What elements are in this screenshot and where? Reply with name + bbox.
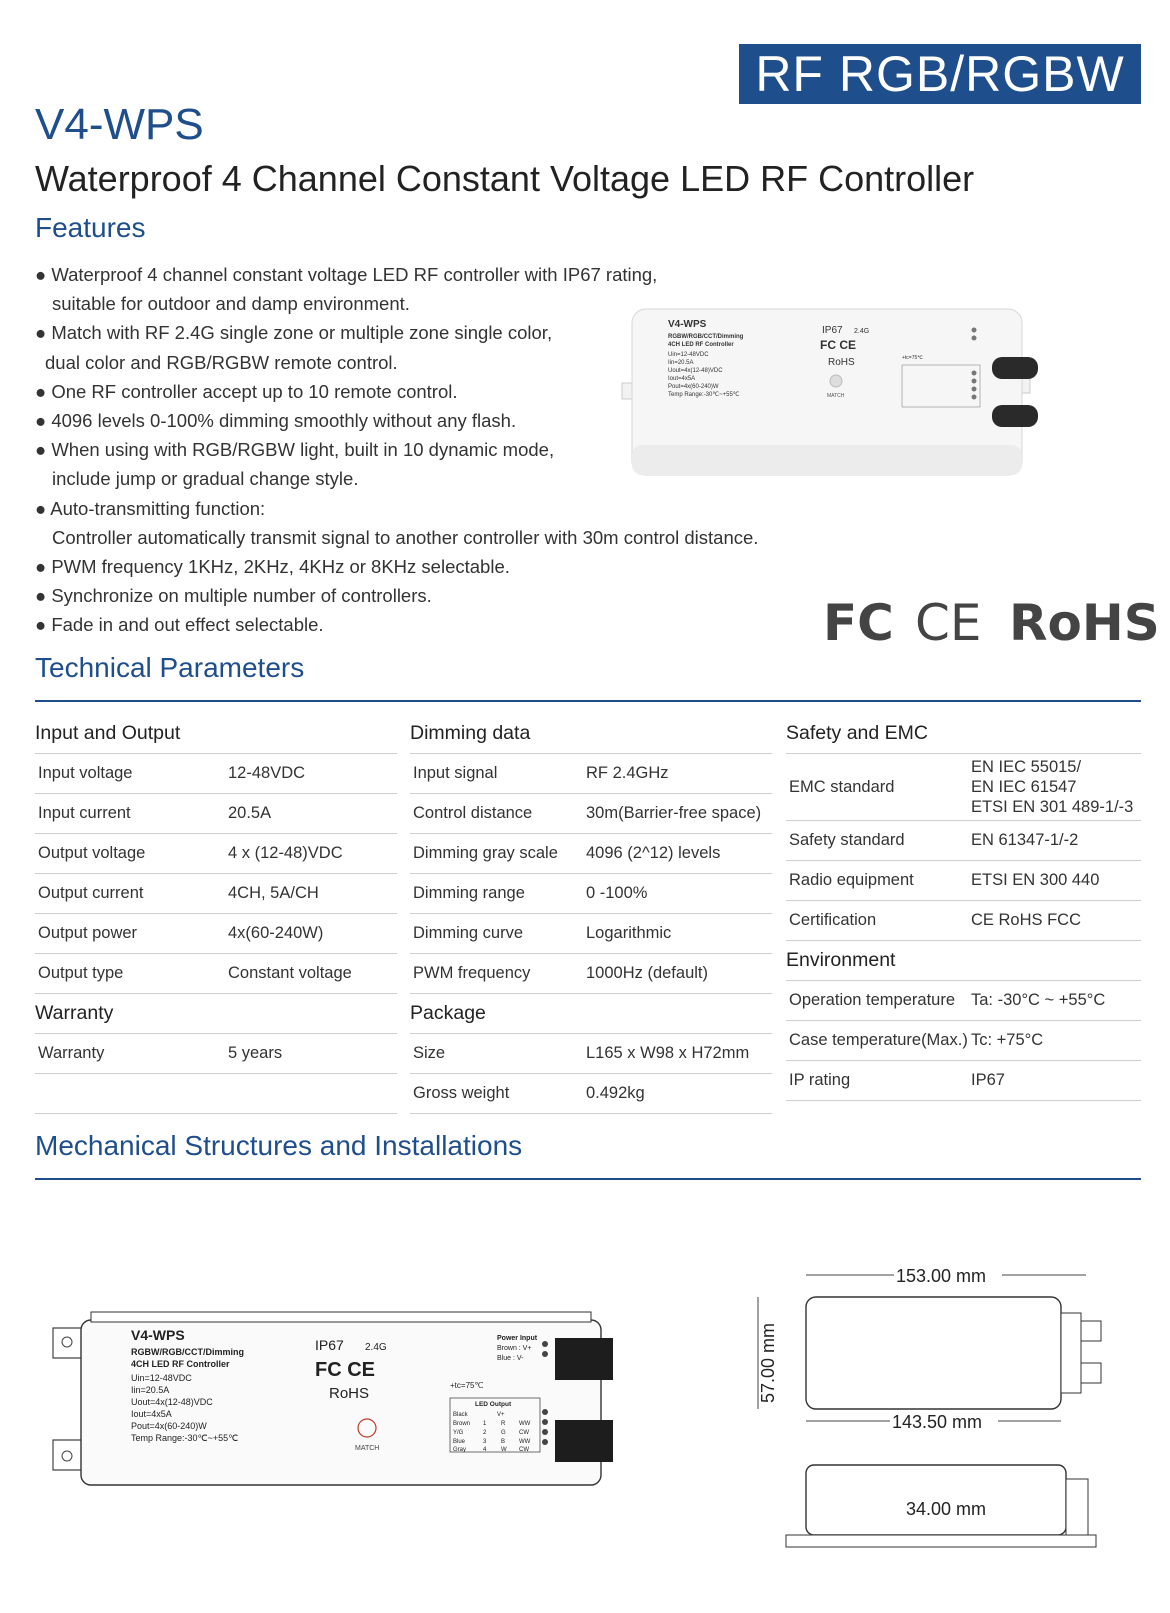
svg-text:Pout=4x(60-240)W: Pout=4x(60-240)W: [668, 384, 719, 390]
svg-text:4: 4: [483, 1447, 487, 1453]
svg-text:Uin=12-48VDC: Uin=12-48VDC: [668, 352, 709, 358]
svg-text:CW: CW: [519, 1430, 529, 1436]
svg-text:Iin=20.5A: Iin=20.5A: [131, 1385, 170, 1395]
svg-text:IP67: IP67: [822, 325, 843, 336]
svg-text:Pout=4x(60-240)W: Pout=4x(60-240)W: [131, 1421, 207, 1431]
table-row: Radio equipment ETSI EN 300 440: [786, 861, 1141, 901]
safety-title: Safety and EMC: [786, 714, 1141, 754]
svg-text:Blue : V-: Blue : V-: [497, 1355, 524, 1362]
svg-text:MATCH: MATCH: [827, 393, 845, 399]
feature-item: ● Waterproof 4 channel constant voltage LED RF controller with IP67 rating,: [35, 264, 658, 285]
svg-text:Y/G: Y/G: [453, 1430, 464, 1436]
table-row: Dimming curve Logarithmic: [410, 914, 772, 954]
svg-text:FC CE: FC CE: [820, 338, 856, 352]
table-row-empty: [35, 1074, 397, 1114]
feature-item: ● One RF controller accept up to 10 remote control.: [35, 380, 458, 402]
svg-text:Uin=12-48VDC: Uin=12-48VDC: [131, 1373, 192, 1383]
feature-item: ● PWM frequency 1KHz, 2KHz, 4KHz or 8KHz selectable.: [35, 556, 510, 578]
svg-text:2: 2: [483, 1430, 487, 1436]
svg-text:+tc=75℃: +tc=75℃: [902, 355, 923, 361]
svg-text:Temp Range:-30℃~+55℃: Temp Range:-30℃~+55℃: [131, 1433, 239, 1443]
table-row: Safety standard EN 61347-1/-2: [786, 821, 1141, 861]
table-row: Input signal RF 2.4GHz: [410, 754, 772, 794]
feature-item-cont: dual color and RGB/RGBW remote control.: [45, 351, 398, 373]
package-title: Package: [410, 994, 772, 1034]
mech-heading: Mechanical Structures and Installations: [35, 1130, 523, 1161]
svg-text:G: G: [501, 1430, 506, 1436]
ce-logo: CE: [915, 594, 982, 652]
features-heading: Features: [35, 212, 146, 243]
svg-text:Black: Black: [453, 1412, 468, 1418]
category-banner: RF RGB/RGBW: [739, 44, 1141, 104]
svg-text:3: 3: [483, 1439, 487, 1445]
front-drawing: [45, 1300, 615, 1500]
table-row: Output voltage 4 x (12-48)VDC: [35, 834, 397, 874]
table-row: Input voltage 12-48VDC: [35, 754, 397, 794]
svg-text:Temp Range:-30℃~+55℃: Temp Range:-30℃~+55℃: [668, 392, 740, 398]
table-row: Output current 4CH, 5A/CH: [35, 874, 397, 914]
table-row: Output power 4x(60-240W): [35, 914, 397, 954]
table-row: Control distance 30m(Barrier-free space): [410, 794, 772, 834]
table-row: Dimming range 0 -100%: [410, 874, 772, 914]
model-title: V4-WPS: [35, 100, 204, 149]
dimension-drawings: [746, 1255, 1146, 1585]
svg-text:2.4G: 2.4G: [854, 328, 870, 335]
feature-item: ● Auto-transmitting function:: [35, 497, 266, 519]
svg-text:IP67: IP67: [315, 1337, 344, 1353]
svg-text:MATCH: MATCH: [355, 1445, 380, 1452]
svg-text:+tc=75℃: +tc=75℃: [450, 1381, 484, 1390]
feature-item-cont: include jump or gradual change style.: [52, 468, 359, 490]
svg-text:Gray: Gray: [453, 1447, 467, 1453]
svg-text:V+: V+: [497, 1412, 505, 1418]
dim-length: 153.00 mm: [896, 1266, 987, 1286]
environment-title: Environment: [786, 941, 1141, 981]
svg-text:Uout=4x(12-48)VDC: Uout=4x(12-48)VDC: [131, 1397, 213, 1407]
svg-text:V4-WPS: V4-WPS: [131, 1327, 185, 1343]
io-title: Input and Output: [35, 714, 397, 754]
svg-text:LED Output: LED Output: [475, 1401, 512, 1408]
fcc-logo: FC: [823, 594, 894, 652]
table-row: Gross weight 0.492kg: [410, 1074, 772, 1114]
io-column: [35, 714, 397, 1114]
svg-text:Brown: Brown: [453, 1421, 471, 1427]
safety-column: [786, 714, 1141, 1101]
svg-text:Iout=4x5A: Iout=4x5A: [668, 376, 696, 382]
tech-divider: [35, 700, 1141, 702]
svg-text:RGBW/RGB/CCT/Dimming: RGBW/RGB/CCT/Dimming: [131, 1347, 244, 1357]
feature-item: ● 4096 levels 0-100% dimming smoothly without any flash.: [35, 410, 517, 432]
svg-text:V4-WPS: V4-WPS: [668, 319, 707, 330]
table-row: Size L165 x W98 x H72mm: [410, 1034, 772, 1074]
svg-text:R: R: [501, 1421, 506, 1427]
product-photo: [622, 305, 1042, 485]
feature-item-cont: suitable for outdoor and damp environment.: [52, 293, 410, 315]
svg-text:2.4G: 2.4G: [365, 1342, 387, 1353]
svg-text:RoHS: RoHS: [329, 1385, 370, 1402]
table-row-emc: EMC standard EN IEC 55015/ EN IEC 61547 ETSI EN 301 489-1/-3: [786, 754, 1141, 821]
svg-text:FC CE: FC CE: [315, 1359, 375, 1381]
table-row: IP rating IP67: [786, 1061, 1141, 1101]
svg-text:B: B: [501, 1439, 506, 1445]
feature-item: ● When using with RGB/RGBW light, built in 10 dynamic mode,: [35, 439, 555, 461]
svg-text:RGBW/RGB/CCT/Dimming: RGBW/RGB/CCT/Dimming: [668, 334, 744, 340]
warranty-title: Warranty: [35, 994, 397, 1034]
svg-text:Brown : V+: Brown : V+: [497, 1345, 532, 1352]
svg-text:1: 1: [483, 1421, 487, 1427]
dim-width: 57.00 mm: [758, 1322, 778, 1403]
svg-text:RoHS: RoHS: [828, 357, 855, 368]
table-row: Operation temperature Ta: -30°C ~ +55°C: [786, 981, 1141, 1021]
table-row: Dimming gray scale 4096 (2^12) levels: [410, 834, 772, 874]
svg-text:CW: CW: [519, 1447, 529, 1453]
dimming-column: [410, 714, 772, 1114]
mech-divider: [35, 1178, 1141, 1180]
svg-text:Uout=4x(12-48)VDC: Uout=4x(12-48)VDC: [668, 368, 723, 374]
table-row: Warranty 5 years: [35, 1034, 397, 1074]
tech-heading: Technical Parameters: [35, 652, 305, 683]
dimming-title: Dimming data: [410, 714, 772, 754]
svg-text:Iout=4x5A: Iout=4x5A: [131, 1409, 172, 1419]
feature-item: ● Fade in and out effect selectable.: [35, 614, 324, 636]
svg-text:W: W: [501, 1447, 507, 1453]
dim-height: 34.00 mm: [906, 1499, 987, 1519]
dim-inner-length: 143.50 mm: [892, 1412, 983, 1432]
svg-text:Iin=20.5A: Iin=20.5A: [668, 360, 694, 366]
table-row: Certification CE RoHS FCC: [786, 901, 1141, 941]
feature-item: ● Synchronize on multiple number of controllers.: [35, 585, 432, 607]
svg-text:4CH LED RF Controller: 4CH LED RF Controller: [668, 342, 734, 348]
table-row: Output type Constant voltage: [35, 954, 397, 994]
svg-text:WW: WW: [519, 1421, 531, 1427]
product-subtitle: Waterproof 4 Channel Constant Voltage LED RF Controller: [35, 158, 975, 199]
svg-text:Power Input: Power Input: [497, 1335, 538, 1342]
svg-text:Blue: Blue: [453, 1439, 466, 1445]
table-row: Case temperature(Max.) Tc: +75°C: [786, 1021, 1141, 1061]
certification-logos: [823, 588, 1160, 658]
svg-text:WW: WW: [519, 1439, 531, 1445]
svg-text:4CH LED RF Controller: 4CH LED RF Controller: [131, 1359, 230, 1369]
table-row: Input current 20.5A: [35, 794, 397, 834]
feature-item: ● Match with RF 2.4G single zone or multiple zone single color,: [35, 322, 553, 344]
feature-item-cont: Controller automatically transmit signal to another controller with 30m control distance.: [52, 526, 759, 548]
rohs-logo: RoHS: [1009, 594, 1160, 652]
table-row: PWM frequency 1000Hz (default): [410, 954, 772, 994]
